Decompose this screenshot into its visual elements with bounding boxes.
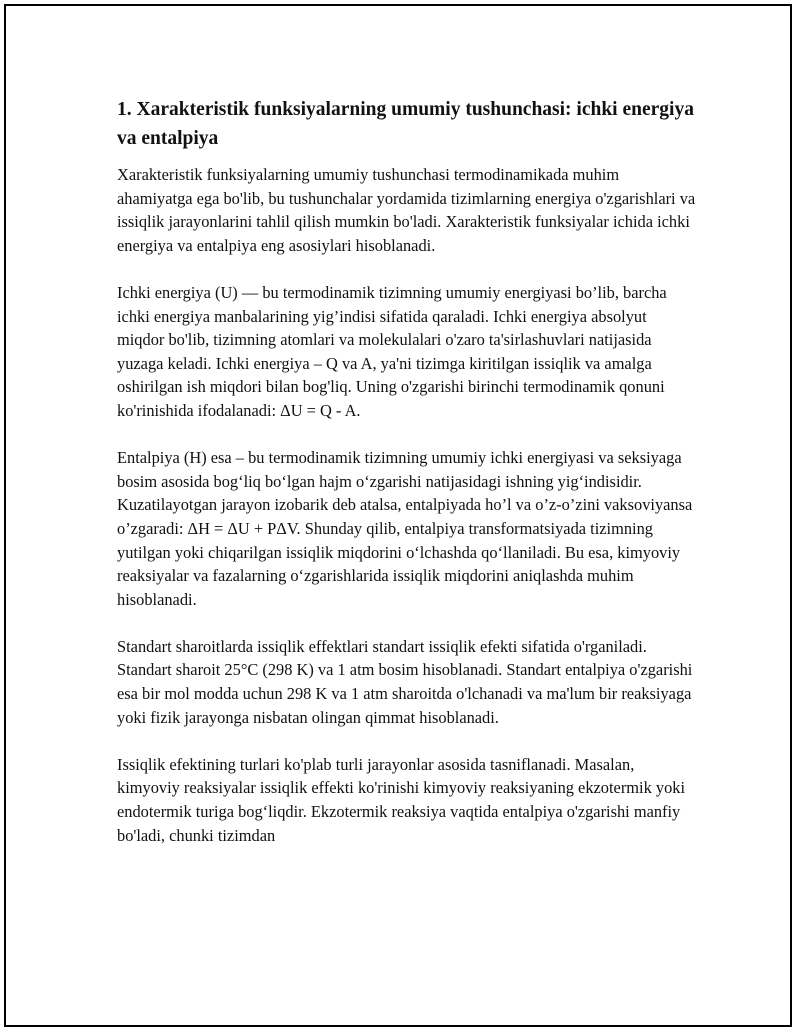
paragraph-standard-conditions: Standart sharoitlarda issiqlik effektlari standart issiqlik efekti sifatida o'rganiladi. Standart sharoit 25°C (298 K) va 1 atm bosim hisoblanadi. Standart entalpiya o'zgarishi esa bir mol modda uchun 298 K va 1 atm sharoitda o'lchanadi va ma'lum bir reaksiyaga yoki fizik jarayonga nisbatan olingan qimmat hisoblanadi. [117,636,693,727]
section-heading: 1. Xarakteristik funksiyalarning umumiy tushunchasi: ichki energiya va entalpiya [117,99,694,149]
paragraph-heat-effect-types: Issiqlik efektining turlari ko'plab turli jarayonlar asosida tasniflanadi. Masalan, kimyoviy reaksiyalar issiqlik effekti ko'rinishi kimyoviy reaksiyaning ekzotermik yoki endotermik turiga bog‘liqdir. Ekzotermik reaksiya vaqtida entalpiya o'zgarishi manfiy bo'ladi, chunki tizimdan [117,754,686,845]
document-body [117,95,697,871]
paragraph-internal-energy: Ichki energiya (U) — bu termodinamik tizimning umumiy energiyasi bo’lib, barcha ichki energiya manbalarining yig’indisi sifatida qaraladi. Ichki energiya absolyut miqdor bo'lib, tizimning atomlari va molekulalari o'zaro ta'sirlashuvlari natijasida yuzaga keladi. Ichki energiya – Q va A, ya'ni tizimga kiritilgan issiqlik va amalga oshirilgan ish miqdori bilan bog'liq. Uning o'zgarishi birinchi termodinamik qonuni ko'rinishida ifodalanadi: ΔU = Q - A. [117,282,667,420]
paragraph-intro: Xarakteristik funksiyalarning umumiy tushunchasi termodinamikada muhim ahamiyatga ega bo'lib, bu tushunchalar yordamida tizimlarning energiya o'zgarishlari va issiqlik jarayonlarini tahlil qilish mumkin bo'ladi. Xarakteristik funksiyalar ichida ichki energiya va entalpiya eng asosiylari hisoblanadi. [117,165,696,255]
paragraph-enthalpy: Entalpiya (H) esa – bu termodinamik tizimning umumiy ichki energiyasi va seksiyaga bosim asosida bog‘liq bo‘lgan hajm o‘zgarishi natijasidagi ishning yig‘indisidir. Kuzatilayotgan jarayon izobarik deb atalsa, entalpiyada ho’l va o’z-o’zini vaksoviyansa o’zgaradi: ΔH = ΔU + PΔV. Shunday qilib, entalpiya transformatsiyada tizimning yutilgan yoki chiqarilgan issiqlik miqdorini o‘lchashda qo‘llaniladi. Bu esa, kimyoviy reaksiyalar va fazalarning o‘zgarishlarida issiqlik miqdorini aniqlashda muhim hisoblanadi. [117,448,693,609]
